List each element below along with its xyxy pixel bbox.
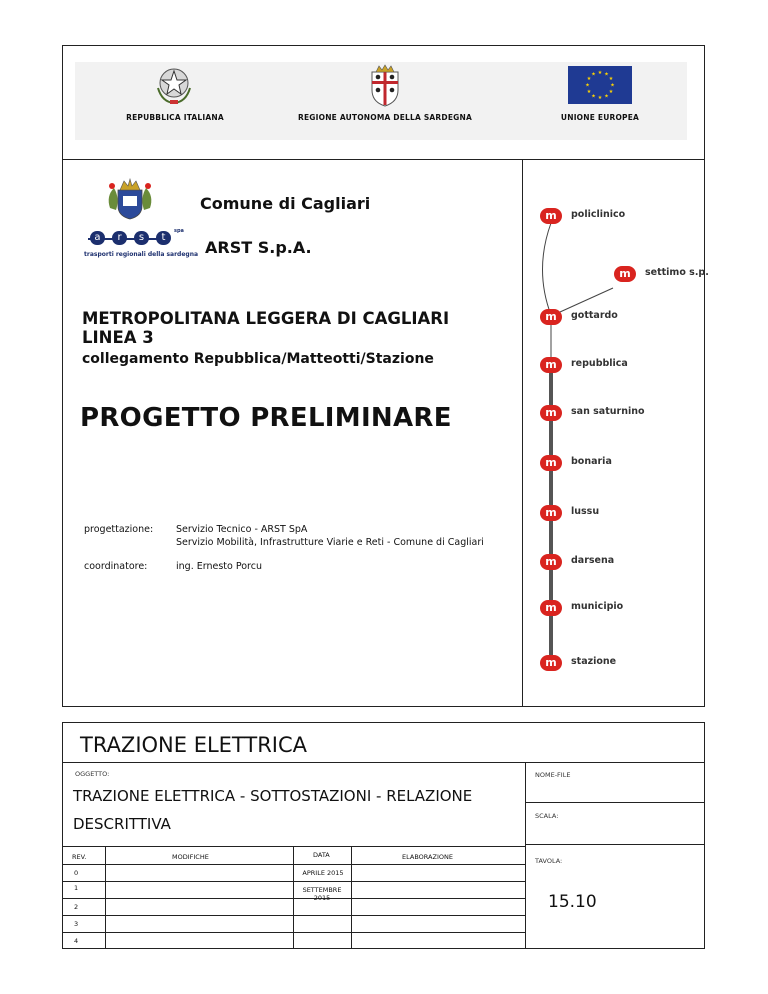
rev-col-line <box>351 846 352 949</box>
station-badge-bonaria: m <box>540 455 562 471</box>
nomefile-divider <box>525 802 705 803</box>
progettazione-value1: Servizio Tecnico - ARST SpA <box>176 524 308 535</box>
svg-text:★: ★ <box>591 71 596 78</box>
sardinia-coat-icon <box>366 64 404 108</box>
rev-date: SETTEMBRE 2015 <box>302 886 342 902</box>
rev-number: 4 <box>74 937 79 945</box>
svg-text:★: ★ <box>597 95 603 101</box>
arst-letter-t: t <box>156 231 171 245</box>
elaborazione-header: ELABORAZIONE <box>402 853 453 861</box>
scala-label: SCALA: <box>535 812 559 820</box>
station-badge-gottardo: m <box>540 309 562 325</box>
oggetto-label: OGGETTO: <box>75 770 110 778</box>
italian-emblem-icon <box>152 64 196 106</box>
station-label-san-saturnino: san saturnino <box>571 406 645 417</box>
progettazione-value2: Servizio Mobilità, Infrastrutture Viarie e Reti - Comune di Cagliari <box>176 537 484 548</box>
svg-text:★: ★ <box>604 71 609 78</box>
title-block-divider <box>62 762 705 763</box>
svg-text:★: ★ <box>604 93 609 100</box>
project-subtitle: collegamento Repubblica/Matteotti/Stazione <box>82 351 434 367</box>
right-column-divider <box>525 762 526 949</box>
project-title-line2: LINEA 3 <box>82 328 154 347</box>
station-badge-san-saturnino: m <box>540 405 562 421</box>
rev-number: 1 <box>74 884 79 892</box>
project-phase: PROGETTO PRELIMINARE <box>80 403 452 433</box>
comune-name: Comune di Cagliari <box>200 194 371 213</box>
coordinatore-label: coordinatore: <box>84 561 148 572</box>
arst-letter-s: s <box>134 231 149 245</box>
rev-number: 2 <box>74 903 79 911</box>
rev-header: REV. <box>72 853 87 861</box>
station-badge-stazione: m <box>540 655 562 671</box>
station-label-settimo: settimo s.p. <box>645 267 709 278</box>
station-label-stazione: stazione <box>571 656 617 667</box>
rev-number: 0 <box>74 869 79 877</box>
cagliari-coat-icon <box>102 178 158 220</box>
arst-name: ARST S.p.A. <box>205 238 312 257</box>
station-badge-policlinico: m <box>540 208 562 224</box>
station-badge-settimo: m <box>614 266 636 282</box>
svg-text:★: ★ <box>586 89 592 95</box>
station-label-bonaria: bonaria <box>571 456 612 467</box>
arst-spa: spa <box>174 228 184 234</box>
arst-tagline: trasporti regionali della sardegna <box>84 251 199 258</box>
oggetto-line1: TRAZIONE ELETTRICA - SOTTOSTAZIONI - RELAZIONE <box>73 787 473 805</box>
station-label-policlinico: policlinico <box>571 209 626 220</box>
station-label-lussu: lussu <box>571 506 600 517</box>
svg-text:★: ★ <box>608 89 614 95</box>
tavola-label: TAVOLA: <box>535 857 563 865</box>
station-label-municipio: municipio <box>571 601 624 612</box>
svg-text:★: ★ <box>608 76 614 82</box>
station-badge-darsena: m <box>540 554 562 570</box>
branch-connectors <box>540 215 650 365</box>
header-divider <box>62 159 705 160</box>
station-badge-repubblica: m <box>540 357 562 373</box>
svg-text:★: ★ <box>597 70 603 76</box>
eu-flag-icon <box>568 66 632 104</box>
eu-caption: UNIONE EUROPEA <box>560 113 640 122</box>
rev-date: APRILE 2015 <box>302 869 344 877</box>
station-label-gottardo: gottardo <box>571 310 618 321</box>
nomefile-label: NOME-FILE <box>535 771 571 779</box>
tavola-value: 15.10 <box>548 892 597 912</box>
rev-col-line <box>105 846 106 949</box>
coordinatore-value: ing. Ernesto Porcu <box>176 561 262 572</box>
progettazione-label: progettazione: <box>84 524 154 535</box>
project-title-line1: METROPOLITANA LEGGERA DI CAGLIARI <box>82 309 450 328</box>
scala-divider <box>525 844 705 845</box>
metro-divider <box>522 159 523 707</box>
rev-number: 3 <box>74 920 79 928</box>
station-badge-lussu: m <box>540 505 562 521</box>
svg-text:★: ★ <box>586 76 592 82</box>
track-segment <box>549 608 553 662</box>
region-caption: REGIONE AUTONOMA DELLA SARDEGNA <box>297 113 472 122</box>
svg-text:★: ★ <box>591 93 596 100</box>
arst-letter-r: r <box>112 231 127 245</box>
arst-letter-a: a <box>90 231 105 245</box>
modifiche-header: MODIFICHE <box>172 853 209 861</box>
oggetto-line2: DESCRITTIVA <box>73 815 171 833</box>
sheet-title: TRAZIONE ELETTRICA <box>80 733 308 757</box>
data-header: DATA <box>313 851 330 859</box>
arst-logo <box>84 228 199 262</box>
svg-text:★: ★ <box>585 82 590 89</box>
station-badge-municipio: m <box>540 600 562 616</box>
station-label-darsena: darsena <box>571 555 615 566</box>
svg-text:★: ★ <box>610 82 615 89</box>
republic-caption: REPUBBLICA ITALIANA <box>126 113 224 122</box>
station-label-repubblica: repubblica <box>571 358 628 369</box>
